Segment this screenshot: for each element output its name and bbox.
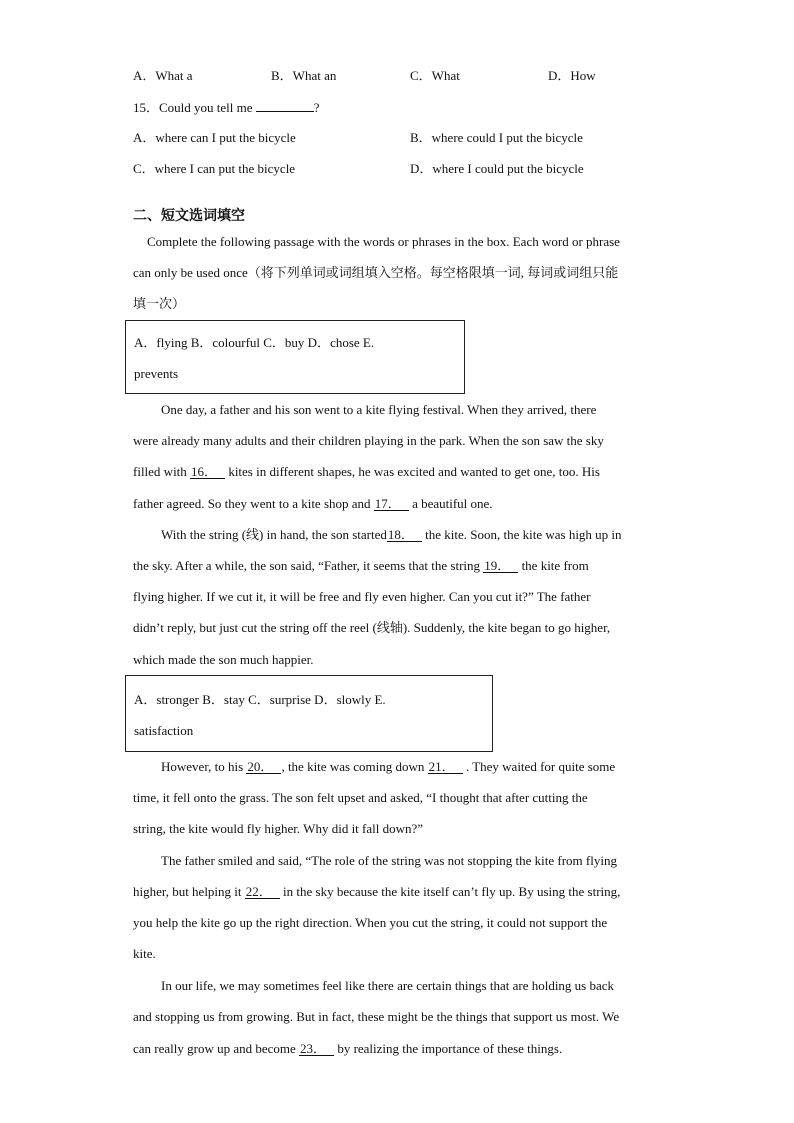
q15-stem-end: ? (313, 100, 320, 115)
instructions-line-1: Complete the following passage with the words or phrases in the box. Each word or phrase (147, 234, 620, 249)
p1-line-3 (133, 464, 600, 480)
q15-blank[interactable] (256, 99, 314, 112)
p3-line-1 (161, 759, 615, 775)
q15-stem (133, 99, 320, 116)
p1-line-2: were already many adults and their children playing in the park. When the son saw the sky (133, 433, 604, 448)
p3-line-2: time, it fell onto the grass. The son felt upset and asked, “I thought that after cutting the (133, 790, 588, 805)
p4-line-2 (133, 884, 620, 900)
p5-line-2: and stopping us from growing. But in fact, these might be the things that support us most. We (133, 1009, 620, 1024)
q14-option-c[interactable]: C．What (410, 68, 460, 83)
q15-number: 15． (133, 100, 160, 115)
p1-line-3b: kites in different shapes, he was excited and wanted to get one, too. His (228, 464, 600, 479)
p2-line-1a: With the string (线) in hand, the son started (161, 527, 387, 542)
p1-line-4 (133, 496, 493, 512)
word-box-1-line-2: prevents (134, 366, 179, 381)
q15-stem-text: Could you tell me (159, 100, 253, 115)
p2-line-3: flying higher. If we cut it, it will be free and fly even higher. Can you cut it?” The father (133, 589, 591, 604)
q15-option-b[interactable]: B．where could I put the bicycle (410, 130, 583, 145)
word-box-2-line-2: satisfaction (134, 723, 194, 738)
p4-line-1: The father smiled and said, “The role of the string was not stopping the kite from flying (161, 853, 617, 868)
instructions-line-3: 填一次） (133, 296, 186, 311)
section-title: 二、短文选词填空 (133, 208, 245, 224)
p2-line-5: which made the son much happier. (133, 652, 314, 667)
p2-line-1b: the kite. Soon, the kite was high up in (425, 527, 622, 542)
blank-18[interactable]: 18． (387, 528, 422, 542)
p2-line-1 (161, 527, 622, 543)
blank-16[interactable]: 16． (190, 465, 225, 479)
blank-22[interactable]: 22． (245, 885, 280, 899)
blank-20[interactable]: 20． (246, 760, 281, 774)
p2-line-4: didn’t reply, but just cut the string off the reel (线轴). Suddenly, the kite began to go higher, (133, 620, 611, 635)
blank-17[interactable]: 17． (374, 497, 409, 511)
word-box-1-line-1: A．flying B．colourful C．buy D．chose E. (134, 335, 375, 350)
word-box-2-line-1: A．stronger B．stay C．surprise D．slowly E. (134, 692, 386, 707)
p3-line-1b: , the kite was coming down (281, 759, 425, 774)
q15-option-a[interactable]: A．where can I put the bicycle (133, 130, 296, 145)
p1-line-4b: a beautiful one. (412, 496, 493, 511)
blank-21[interactable]: 21． (428, 760, 463, 774)
p3-line-1a: However, to his (161, 759, 244, 774)
p4-line-4: kite. (133, 946, 156, 961)
p2-line-2 (133, 558, 589, 574)
blank-19[interactable]: 19． (483, 559, 518, 573)
p5-line-3a: can really grow up and become (133, 1041, 296, 1056)
q15-option-c[interactable]: C．where I can put the bicycle (133, 161, 296, 176)
p5-line-3b: by realizing the importance of these things. (337, 1041, 563, 1056)
p2-line-2b: the kite from (521, 558, 589, 573)
p2-line-2a: the sky. After a while, the son said, “Father, it seems that the string (133, 558, 481, 573)
word-box-1 (125, 320, 465, 394)
q14-option-a[interactable]: A．What a (133, 68, 193, 83)
q15-option-d[interactable]: D．where I could put the bicycle (410, 161, 584, 176)
p5-line-3 (133, 1041, 562, 1057)
instructions-line-2: can only be used once（将下列单词或词组填入空格。每空格限填一词, 每词或词组只能 (133, 265, 619, 280)
p3-line-1c: . They waited for quite some (465, 759, 616, 774)
p5-line-1: In our life, we may sometimes feel like there are certain things that are holding us back (161, 978, 615, 993)
p3-line-3: string, the kite would fly higher. Why did it fall down?” (133, 821, 424, 836)
q14-option-b[interactable]: B．What an (271, 68, 337, 83)
p1-line-1: One day, a father and his son went to a kite flying festival. When they arrived, there (161, 402, 597, 417)
p4-line-3: you help the kite go up the right direction. When you cut the string, it could not support the (133, 915, 608, 930)
p4-line-2b: in the sky because the kite itself can’t fly up. By using the string, (283, 884, 621, 899)
q14-option-d[interactable]: D．How (548, 68, 596, 83)
word-box-2 (125, 675, 493, 752)
blank-23[interactable]: 23． (299, 1042, 334, 1056)
p1-line-3a: filled with (133, 464, 187, 479)
p4-line-2a: higher, but helping it (133, 884, 242, 899)
p1-line-4a: father agreed. So they went to a kite shop and (133, 496, 371, 511)
